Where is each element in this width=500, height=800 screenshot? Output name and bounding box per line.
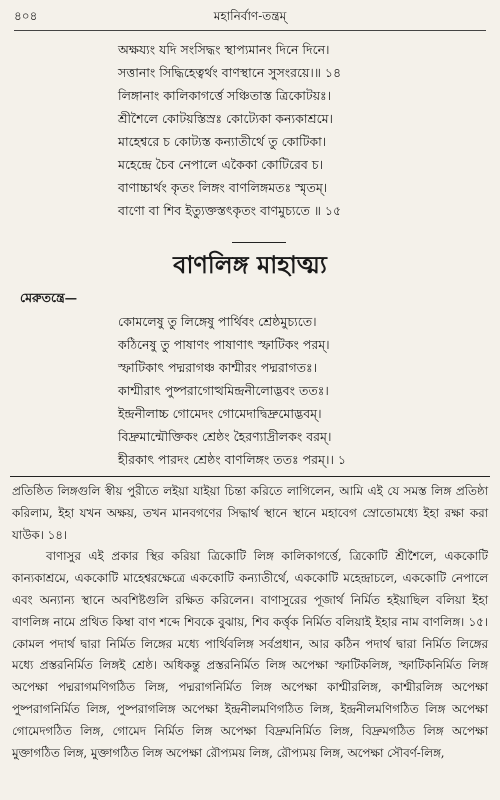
section-divider (10, 476, 490, 477)
verse-line: বাণাচ্চার্থং কৃতং লিঙ্গং বাণলিঙ্গমতঃ স্মৃতম্। (118, 180, 328, 195)
verse-line: হীরকাৎ পারদং শ্রেষ্ঠং বাণলিঙ্গং ততঃ পরম্।। ১ (118, 452, 347, 467)
page-number: ৪০৪ (14, 9, 38, 23)
book-title: মহানির্বাণ-তন্ত্রম্ (213, 9, 287, 23)
source-label: মেরুতন্ত্রে— (20, 290, 78, 305)
verse-line: শ্রীশৈলে কোটয়স্তিস্রঃ কোট্যেকা কন্যকাশ্রমে। (118, 111, 334, 126)
verse-block-top (118, 38, 490, 222)
verse-block-bottom (118, 310, 490, 471)
verse-line: ইন্দ্রনীলাচ্চ গোমেদং গোমেদাদ্বিদ্রুমোদ্ভবম্। (118, 406, 322, 421)
page-header (14, 4, 486, 31)
commentary-paragraph: বাণাসুর এই প্রকার স্থির করিয়া ত্রিকোটি লিঙ্গ কালিকাগর্ত্তে, ত্রিকোটি শ্রীশৈলে, এককোটি কান্যকাশ্রমে, এককোটি মাহেশ্বরক্ষেত্রে এককোটি কন্যাতীর্থে, এককোটি মহেন্দ্রাচলে, এককোটি নেপালে এবং অন্যান্য স্থানে অবশিষ্টগুলি রক্ষিত করিলেন। বাণাসুরের পূজার্থ নির্মিত হইয়াছিল বলিয়া ইহা বাণলিঙ্গ নামে প্রথিত কিম্বা বাণ শব্দে শিবকে বুঝায়, শিব কর্ত্তৃক নির্মিত বলিয়াই ইহার নাম বাণলিঙ্গ। ১৫। কোমল পদার্থ দ্বারা নির্মিত লিঙ্গের মধ্যে পার্থিবলিঙ্গ সর্বপ্রধান, আর কঠিন পদার্থ দ্বারা নির্মিত লিঙ্গের মধ্যে প্রস্তরনির্মিত লিঙ্গই শ্রেষ্ঠ। অধিকন্তু প্রস্তরনির্মিত লিঙ্গ অপেক্ষা স্ফাটিকলিঙ্গ, স্ফাটিকনির্মিত লিঙ্গ অপেক্ষা পদ্মরাগমণিগঠিত লিঙ্গ, পদ্মরাগনির্মিত লিঙ্গ অপেক্ষা কাশ্মীরলিঙ্গ, কাশ্মীরলিঙ্গ অপেক্ষা পুষ্পরাগনির্মিত লিঙ্গ, পুষ্পরাগলিঙ্গ অপেক্ষা ইন্দ্রনীলমণিগঠিত লিঙ্গ, ইন্দ্রনীলমণিগঠিত লিঙ্গ অপেক্ষা গোমেদগঠিত লিঙ্গ, গোমেদ নির্মিত লিঙ্গ অপেক্ষা বিদ্রুমনির্মিত লিঙ্গ, বিদ্রুমগঠিত লিঙ্গ অপেক্ষা মুক্তাগঠিত লিঙ্গ, মুক্তাগঠিত লিঙ্গ অপেক্ষা রৌপ্যময় লিঙ্গ, রৌপ্যময় লিঙ্গ, অপেক্ষা সৌবর্ণ-লিঙ্গ, (12, 549, 488, 760)
section-title: বাণলিঙ্গ মাহাত্ম্য (173, 250, 327, 279)
verse-line: মাহেশ্বরে চ কোট্যস্ত কন্যাতীর্থে তু কোটিকা। (118, 134, 327, 149)
verse-line: কোমলেষু তু লিঙ্গেষু পার্থিবং শ্রেষ্ঠমুচ্যতে। (118, 314, 317, 329)
title-rule (232, 242, 286, 243)
commentary (12, 481, 488, 764)
verse-line: কাশ্মীরাৎ পুষ্পরাগোত্থমিন্দ্রনীলোদ্ভবং ততঃ। (118, 383, 329, 398)
verse-line: বিদ্রুমান্মৌক্তিকং শ্রেষ্ঠং হৈরণ্যাদ্রীলকং বরম্। (118, 429, 332, 444)
verse-line: লিঙ্গানাং কালিকাগর্ত্তে সঞ্চিতাস্ত ত্রিকোটয়ঃ। (118, 88, 332, 103)
verse-line: স্ফাটিকাৎ পদ্মরাগঞ্চ কাশ্মীরং পদ্মরাগতঃ। (118, 360, 318, 375)
commentary-paragraph: প্রতিষ্ঠিত লিঙ্গগুলি স্বীয় পুরীতে লইয়া যাইয়া চিন্তা করিতে লাগিলেন, আমি এই যে সমস্ত লিঙ্গ প্রতিষ্ঠা করিলাম, ইহা যখন অক্ষয়, তখন মানবগণের সিদ্ধার্থ স্থানে স্থানে মহাবেগ স্রোতোমধ্যে ইহা রক্ষা করা যাউক। ১৪। (12, 484, 488, 542)
verse-line: সত্তানাং সিদ্ধিহেত্বর্থং বাণস্থানে সুসংরয়ে।॥ ১৪ (118, 65, 342, 80)
verse-line: বাণো বা শিব ইত্যুক্তস্তৎকৃতং বাণমুচ্যতে ॥ ১৫ (118, 203, 342, 218)
verse-line: মহেন্দ্রে চৈব নেপালে একৈকা কোটিরেব চ। (118, 157, 324, 172)
verse-line: অক্ষয্যং যদি সংসিদ্ধং স্থাপ্যমানং দিনে দিনে। (118, 42, 330, 57)
verse-line: কঠিনেষু তু পাষাণং পাষাণাৎ স্ফাটিকং পরম্। (118, 337, 330, 352)
